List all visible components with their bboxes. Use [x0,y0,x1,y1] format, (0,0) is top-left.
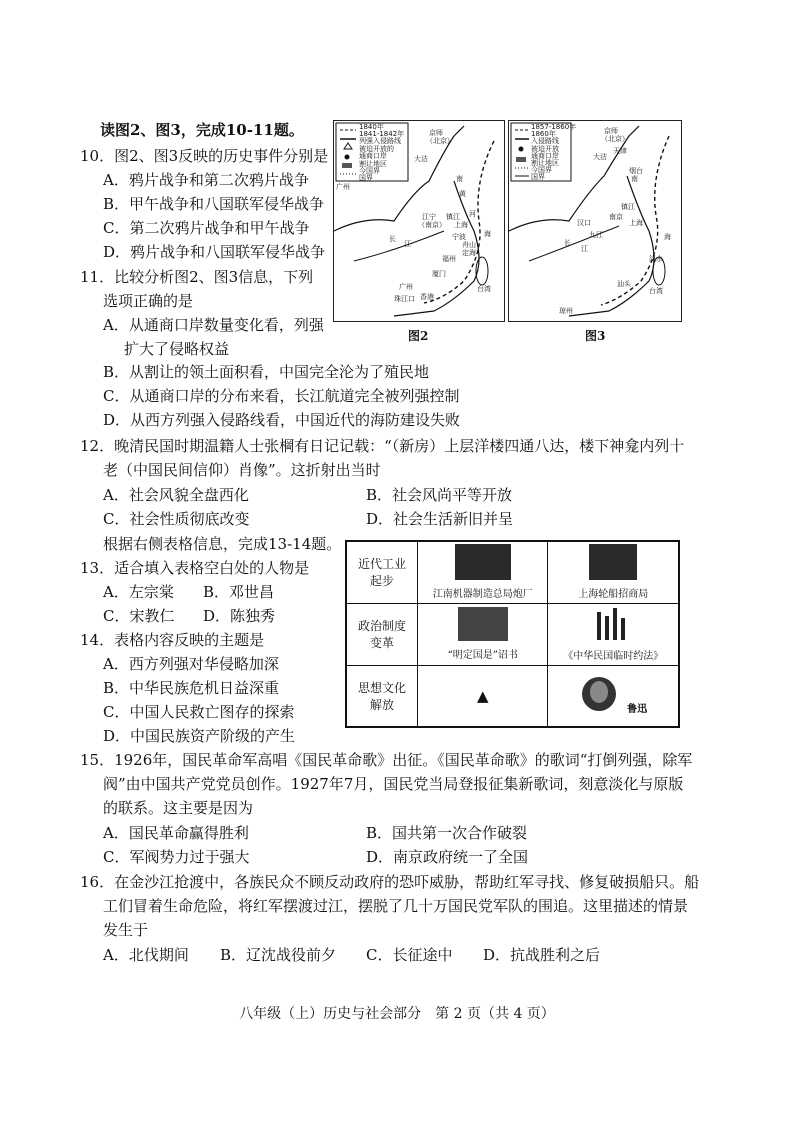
q16-option-a: A．北伐期间 [103,946,189,964]
q15-option-a: A．国民革命赢得胜利 [103,824,249,842]
provisional-constitution-photo [591,606,635,642]
arsenal-caption: 江南机器制造总局炮厂 [432,589,533,601]
map-figure-3 [508,120,682,322]
fig3-label-10: 九江 [589,231,603,239]
intro-10-11: 读图2、图3，完成10-11题。 [100,121,304,139]
fig2-label-9: 上海 [454,221,468,229]
q11-option-d: D．从西方列强入侵路线看，中国近代的海防建设失败 [103,411,461,429]
merchants-bureau-photo [589,544,637,580]
fig3-label-4: 天津 [613,147,627,155]
q10-option-c: C．第二次鸦片战争和甲午战争 [103,219,310,237]
fig2-legend-6: 割让地区 [359,160,387,168]
q11-option-b: B．从割让的领土面积看，中国完全沦为了殖民地 [103,363,430,381]
fig2-legend-8: 今国界 [359,167,380,175]
fig2-label-1: 京师 [429,129,443,137]
fig3-label-16: 琼州 [559,307,573,315]
fig3-legend-3: 入侵路线 [531,137,559,145]
fig2-label-19: 香港 [420,293,434,301]
map-figure-2 [333,120,505,322]
fig3-legend-7: 今国界 [531,166,552,174]
q15-stem-line1: 15．1926年，国民革命军高唱《国民革命歌》出征。《国民革命歌》的歌词“打倒列强，除军 [80,751,693,769]
q13-option-c: C．宋教仁 [103,607,175,625]
luxun-portrait [579,676,619,712]
q13-option-a: A．左宗棠 [103,583,174,601]
fig2-label-8: 镇江 [446,213,460,221]
fig3-legend-4: 被迫开放 [531,145,559,153]
fig2-label-18: 广州 [399,283,413,291]
q11-stem-line2: 选项正确的是 [103,292,194,310]
fig2-label-14: 定海 [462,249,476,257]
table-row1-header-line2: 起步 [369,574,394,589]
q13-stem: 13．适合填入表格空白处的人物是 [80,559,310,577]
q12-stem-line2: 老（中国民间信仰）肖像”。这折射出当时 [103,461,381,479]
q15-stem-line2: 阀”由中国共产党党员创作。1927年7月，国民党当局登报征集新歌词，刻意淡化与原版 [103,775,684,793]
table-row1-cell1 [418,541,548,603]
q16-option-c: C．长征途中 [366,946,453,964]
q14-option-c: C．中国人民救亡图存的探索 [103,703,295,721]
q14-option-a: A．西方列强对华侵略加深 [103,655,279,673]
fig3-label-13: 淡水 [649,255,663,263]
fig2-label-3: 大沽 [414,155,428,163]
intro-13-14: 根据右侧表格信息，完成13-14题。 [103,535,342,553]
merchants-bureau-caption: 上海轮船招商局 [578,589,649,601]
table-row3-cell2 [548,665,679,727]
map-figure-3-drawing [509,121,681,321]
q11-stem-line1: 11．比较分析图2、图3信息，下列 [80,268,314,286]
q11-option-a-line2: 扩大了侵略权益 [124,340,230,358]
q11-option-c: C．从通商口岸的分布来看，长江航道完全被列强控制 [103,387,460,405]
fig3-label-2: （北京） [601,135,629,143]
fig2-label-21: 海 [484,230,491,238]
fig2-label-4: 黄 [459,190,466,198]
fig2-label-13: 舟山 [462,241,476,249]
provisional-constitution-caption: 《中华民国临时约法》 [563,651,664,662]
q11-option-a-line1: A．从通商口岸数量变化看，列强 [103,316,324,334]
map-figure-2-caption: 图2 [408,329,429,343]
fig2-label-2: （北京） [426,137,454,145]
fig2-label-6: 江宁 [422,213,436,221]
table-row3-header-line1: 思想文化 [357,680,406,695]
q16-option-b: B．辽沈战役前夕 [220,946,337,964]
q13-option-d: D．陈独秀 [203,607,276,625]
table-row3-header-line2: 解放 [369,697,394,712]
fig2-legend-2: 1841-1842年 [359,130,405,138]
fig2-label-16: 厦门 [432,270,446,278]
q14-stem: 14．表格内容反映的主题是 [80,631,265,649]
map-figure-3-caption: 图3 [585,329,606,343]
table-row2-header-line1: 政治制度 [357,619,406,633]
fig2-legend-5: 通商口岸 [359,152,387,160]
fig3-label-9: 汉口 [577,219,591,227]
q15-option-c: C．军阀势力过于强大 [103,848,250,866]
luxun-caption: 鲁迅 [627,704,648,716]
table-row2-header [346,603,418,665]
fig2-label-12: 宁波 [452,233,466,241]
fig3-legend-1: 1857-1860年 [531,123,577,131]
fig3-label-15: 汕头 [617,280,631,288]
table-row1-header [346,541,418,603]
blank-triangle-marker: ▲ [476,686,489,705]
q15-stem-line3: 的联系。这主要是因为 [103,799,254,817]
table-row1-cell2 [548,541,679,603]
q16-stem-line2: 工们冒着生命危险，将红军摆渡过江，摆脱了几十万国民党军队的围追。这里描述的情景 [103,897,689,915]
map-figure-2-drawing [334,121,504,321]
q12-stem-line1: 12．晚清民国时期温籍人士张棡有日记记载：“（新房）上层洋楼四通八达，楼下神龛内列十 [80,437,685,455]
q10-option-a: A．鸦片战争和第二次鸦片战争 [103,171,309,189]
fig2-label-15: 福州 [442,255,456,263]
fig2-legend-3: 列强入侵路线 [359,137,401,145]
q10-option-d: D．鸦片战争和八国联军侵华战争 [103,243,326,261]
fig3-label-11: 长 [564,239,571,247]
fig2-label-7: （南京） [418,221,446,229]
q16-option-d: D．抗战胜利之后 [483,946,601,964]
q12-option-b: B．社会风尚平等开放 [366,486,513,504]
q15-option-b: B．国共第一次合作破裂 [366,824,528,842]
fig3-label-5: 烟台 [629,167,643,175]
fig3-label-14: 台湾 [649,287,663,295]
q15-option-d: D．南京政府统一了全国 [366,848,529,866]
table-row2-header-line2: 变革 [369,636,394,650]
fig3-legend-8: 国界 [531,173,545,181]
fig3-label-18: 南 [631,175,638,183]
fig3-label-8: 上海 [629,219,643,227]
table-row2-cell2 [548,603,679,665]
fig3-label-1: 京师 [604,127,618,135]
fig2-legend-7: 广州 [336,183,350,191]
fig2-label-20: 珠江口 [394,295,415,303]
table-blank-cell [418,665,548,727]
page-footer: 八年级（上）历史与社会部分 第 2 页（共 4 页） [239,1006,555,1022]
q16-stem-line1: 16．在金沙江抢渡中，各族民众不顾反动政府的恐吓威胁，帮助红军寻找、修复破损船只。船 [80,873,700,891]
q12-option-d: D．社会生活新旧并呈 [366,510,514,528]
q16-stem-line3: 发生于 [103,921,149,939]
fig2-label-5: 河 [469,210,476,218]
q12-option-a: A．社会风貌全盘西化 [103,486,249,504]
edict-photo [458,607,508,641]
info-table [345,540,680,728]
fig2-legend-9: 国界 [359,174,373,182]
fig2-label-22: 南 [456,175,463,183]
fig2-legend-1: 1840年 [359,123,384,131]
fig2-legend-4: 被迫开放的 [359,145,394,153]
edict-caption: “明定国是”诏书 [447,650,518,661]
q12-option-c: C．社会性质彻底改变 [103,510,250,528]
fig3-label-7: 南京 [609,213,623,221]
fig3-legend-2: 1860年 [531,130,556,138]
fig3-label-17: 海 [664,233,671,241]
q14-option-d: D．中国民族资产阶级的产生 [103,727,296,745]
fig3-label-3: 大沽 [593,153,607,161]
fig3-legend-6: 割让地区 [531,159,559,167]
fig3-label-6: 镇江 [621,203,635,211]
q13-option-b: B．邓世昌 [203,583,275,601]
fig2-label-17: 台湾 [477,285,491,293]
fig2-label-10: 长 [389,235,396,243]
q14-option-b: B．中华民族危机日益深重 [103,679,280,697]
q10-stem: 10．图2、图3反映的历史事件分别是 [80,147,329,165]
q10-option-b: B．甲午战争和八国联军侵华战争 [103,195,325,213]
fig3-legend-5: 通商口岸 [531,152,559,160]
fig3-label-12: 江 [581,245,588,253]
table-row1-header-line1: 近代工业 [357,557,406,572]
table-row2-cell1 [418,603,548,665]
arsenal-photo [455,544,511,580]
table-row3-header [346,665,418,727]
fig2-label-11: 江 [404,240,411,248]
